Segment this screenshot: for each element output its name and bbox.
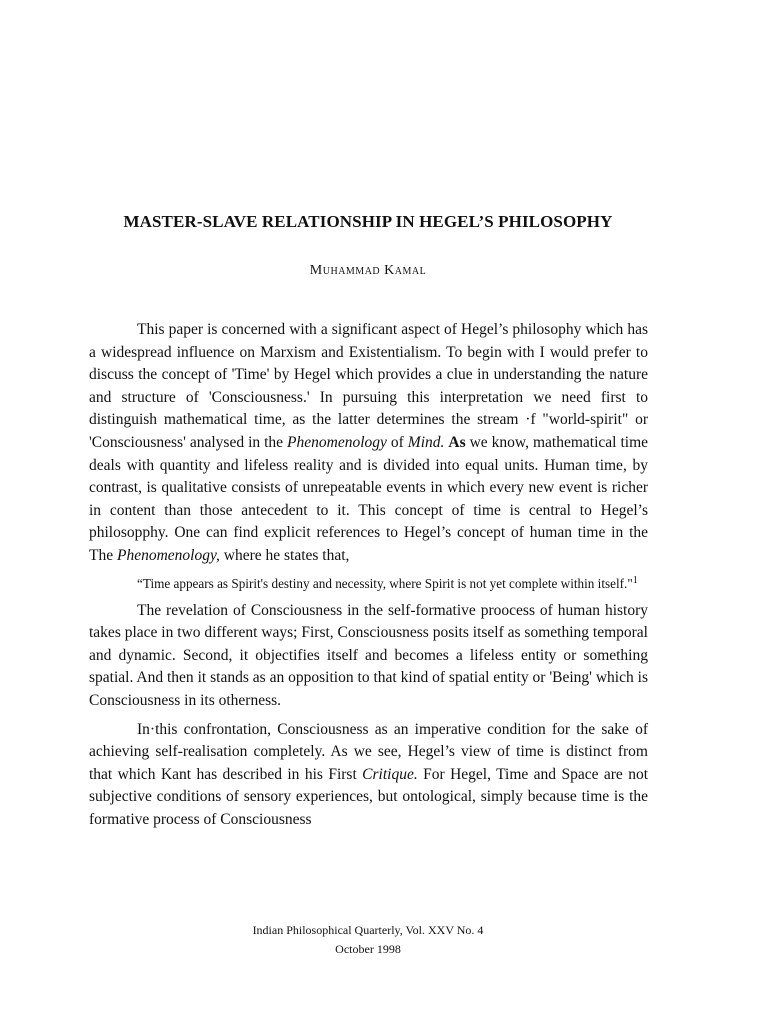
footer-journal: Indian Philosophical Quarterly, Vol. XXV No. 4 (252, 923, 484, 937)
book-title-phenomenology-2: Phenomenology, (116, 546, 220, 564)
book-title-mind: Mind. (407, 433, 445, 451)
paragraph-confrontation (89, 719, 648, 832)
footnote-marker: 1 (632, 574, 638, 586)
book-title-critique: Critique. (362, 765, 418, 783)
book-title-phenomenology: Phenomenology (287, 433, 387, 451)
bold-word: As (448, 433, 466, 451)
paragraph-revelation: The revelation of Consciousness in the self-formative proocess of human history takes place in two different ways; First, Consciousness posits itself as something temporal and dynamic. Second, it objectifies itself and becomes a lifeless entity or something spatial. And then it stands as an opposition to that kind of spatial entity or 'Being' which is Consciousness in its otherness. (89, 601, 648, 709)
footer-date: October 1998 (335, 942, 401, 956)
article-title: MASTER-SLAVE RELATIONSHIP IN HEGEL’S PHILOSOPHY (123, 212, 613, 231)
paragraph-text: we know, mathematical time deals with quantity and lifeless reality and is divided into equal units. Human time, by contrast, is qualitative consists of unrepeatable events in which every new event is richer in content than those antecedent to it. This concept of time is central to Hegel’s philosopphy. One can find explicit references to Hegel’s concept of human time in the The (89, 433, 649, 564)
paragraph-text: For Hegel, Time and Space are not subjective conditions of sensory experiences, but ontological, simply because time is the formative process of Consciousness (89, 765, 649, 828)
article-body (89, 319, 648, 831)
article-author: Muhammad Kamal (309, 263, 427, 278)
paragraph-text: of (386, 433, 408, 451)
block-quote (137, 574, 648, 594)
paragraph-text: where he states that, (219, 546, 350, 564)
paragraph-intro (89, 319, 648, 568)
quote-text: “Time appears as Spirit's destiny and necessity, where Spirit is not yet complete within itself." (137, 575, 633, 591)
paragraph-text: In·this confrontation, Consciousness as an imperative condition for the sake of achieving self-realisation completely. As we see, Hegel’s view of time is distinct from that which Kant has described in his First (89, 720, 648, 783)
paragraph-text: This paper is concerned with a significant aspect of Hegel’s philosophy which has a widespread influence on Marxism and Existentialism. To begin with I would prefer to discuss the concept of 'Time' by Hegel which provides a clue in understanding the nature and structure of 'Consciousness.' In pursuing this interpretation we need first to distinguish mathematical time, as the latter determines the stream ·f "world-spirit" or 'Consciousness' analysed in the (89, 321, 648, 451)
